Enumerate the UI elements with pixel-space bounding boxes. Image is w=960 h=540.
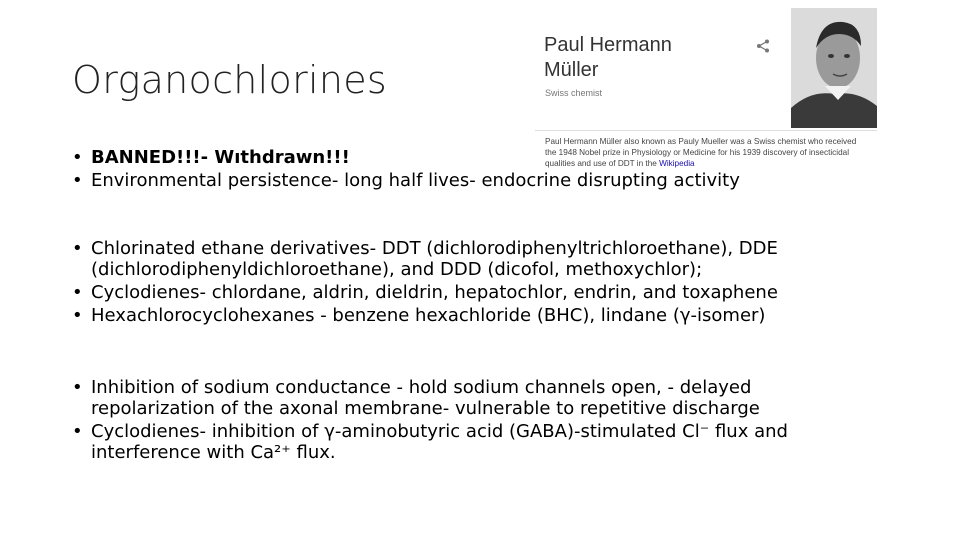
bullet-dot: • [72,147,83,168]
share-icon[interactable] [755,38,771,54]
bullet-dot: • [72,170,83,191]
bullet-dot: • [72,305,83,326]
person-portrait [791,8,877,128]
bullet-dot: • [72,238,83,259]
description-text: Paul Hermann Müller also known as Pauly Mueller was a Swiss chemist who received the 1948 Nobel prize in Physiology or Medicine for his 1939 discovery of insecticidal qualities and use of DDT in the [545,137,857,168]
bullet-text: Inhibition of sodium conductance - hold sodium channels open, - delayed repolarization of the axonal membrane- vulnerable to repetitive discharge [91,377,760,419]
bullet-group-mechanism [72,377,862,465]
bullet-text: Cyclodienes- inhibition of γ-aminobutyric acid (GABA)-stimulated Cl⁻ flux and interference with Ca²⁺ flux. [91,421,788,463]
bullet-text: Chlorinated ethane derivatives- DDT (dichlorodiphenyltrichloroethane), DDE (dichlorodiphenyldichloroethane), and DDD (dicofol, methoxychlor); [91,238,778,280]
bullet-text: Cyclodienes- chlordane, aldrin, dieldrin, hepatochlor, endrin, and toxaphene [91,282,778,303]
bullet-item [72,377,862,419]
bullet-text: Environmental persistence- long half lives- endocrine disrupting activity [91,170,740,191]
person-name: Paul Hermann Müller [544,34,672,81]
bullet-text: BANNED!!!- Wıthdrawn!!! [91,147,350,168]
slide-title: Organochlorines [72,58,388,102]
bullet-dot: • [72,377,83,398]
bullet-item [72,238,862,280]
person-subtitle: Swiss chemist [545,88,603,98]
bullet-item [72,170,862,191]
bullet-item [72,421,862,463]
bullet-group-classes [72,238,862,328]
wikipedia-link[interactable]: Wikipedia [659,159,695,168]
bullet-dot: • [72,282,83,303]
bullet-dot: • [72,421,83,442]
bullet-group-status [72,147,862,193]
bullet-item [72,147,862,168]
bullet-item [72,282,862,303]
bullet-item [72,305,862,326]
panel-divider [535,130,877,131]
bullet-text: Hexachlorocyclohexanes - benzene hexachloride (BHC), lindane (γ-isomer) [91,305,766,326]
